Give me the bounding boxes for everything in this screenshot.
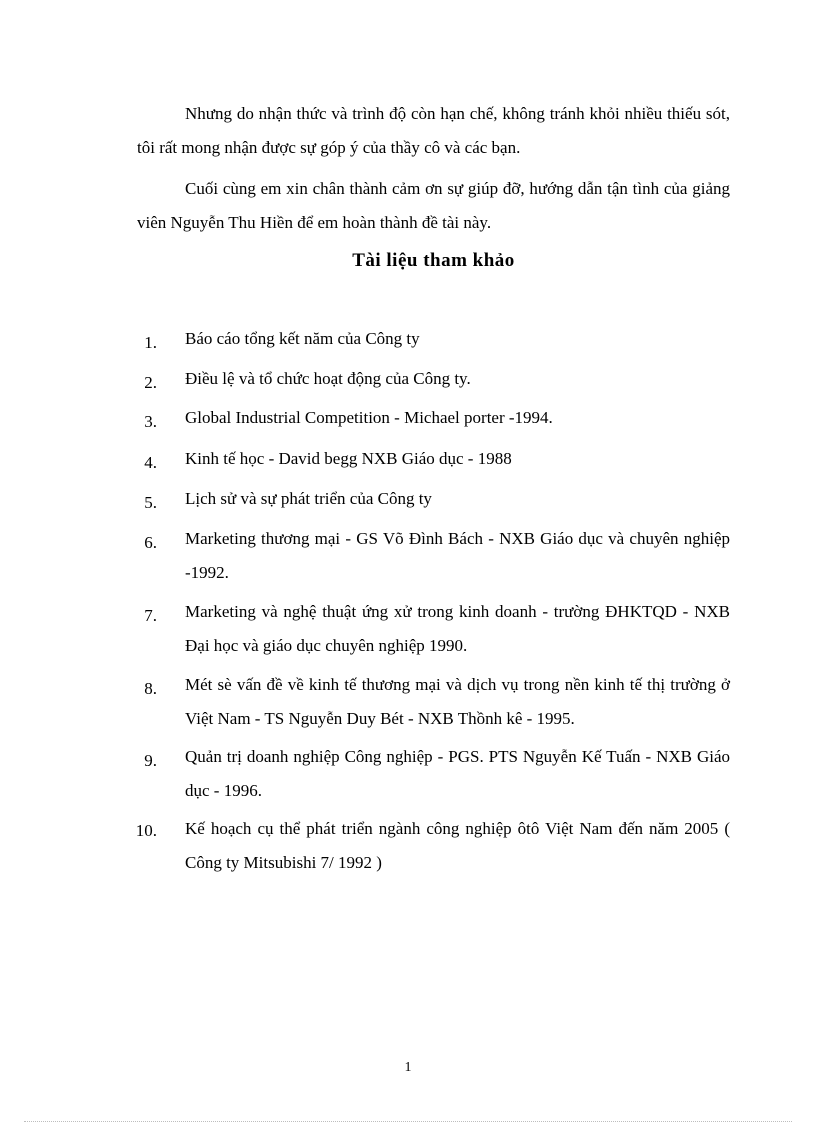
reference-number: 7.: [144, 606, 157, 625]
references-heading: Tài liệu tham khảo: [352, 250, 515, 271]
page-number: 1: [404, 1060, 412, 1075]
reference-number: 3.: [144, 412, 157, 431]
reference-text: Kế hoạch cụ thể phát triển ngành công nghiệp ôtô Việt Nam đến năm 2005 ( Công ty Mitsubishi 7/ 1992 ): [185, 819, 730, 872]
reference-text: Báo cáo tổng kết năm của Công ty: [185, 329, 420, 348]
reference-text: Lịch sử và sự phát triển của Công ty: [185, 489, 432, 508]
reference-number: 1.: [144, 333, 157, 352]
reference-number: 9.: [144, 751, 157, 770]
reference-text: Quản trị doanh nghiệp Công nghiệp - PGS. PTS Nguyễn Kế Tuấn - NXB Giáo dục - 1996.: [185, 747, 730, 800]
reference-text: Kinh tế học - David begg NXB Giáo dục - 1988: [185, 449, 512, 468]
reference-text: Mét sè vấn đề về kinh tế thương mại và dịch vụ trong nền kinh tế thị trường ở Việt Nam - TS Nguyễn Duy Bét - NXB Thồnh kê - 1995.: [185, 675, 730, 728]
reference-number: 6.: [144, 533, 157, 552]
reference-text: Marketing và nghệ thuật ứng xử trong kinh doanh - trường ĐHKTQD - NXB Đại học và giáo dục chuyên nghiệp 1990.: [185, 602, 730, 655]
reference-number: 8.: [144, 679, 157, 698]
closing-paragraph-2: Cuối cùng em xin chân thành cảm ơn sự giúp đỡ, hướng dẫn tận tình của giảng viên Nguyễn Thu Hiền để em hoàn thành đề tài này.: [137, 179, 730, 232]
reference-number: 2.: [144, 373, 157, 392]
reference-text: Global Industrial Competition - Michael porter -1994.: [185, 408, 553, 427]
reference-number: 5.: [144, 493, 157, 512]
reference-number: 4.: [144, 453, 157, 472]
page-bottom-rule: [24, 1121, 792, 1122]
closing-paragraph-1: Nhưng do nhận thức và trình độ còn hạn chế, không tránh khỏi nhiều thiếu sót, tôi rất mong nhận được sự góp ý của thầy cô và các bạn.: [137, 104, 730, 157]
reference-number: 10.: [135, 821, 157, 840]
reference-text: Điều lệ và tổ chức hoạt động của Công ty.: [185, 369, 471, 388]
reference-text: Marketing thương mại - GS Võ Đình Bách - NXB Giáo dục và chuyên nghiệp -1992.: [185, 529, 730, 582]
